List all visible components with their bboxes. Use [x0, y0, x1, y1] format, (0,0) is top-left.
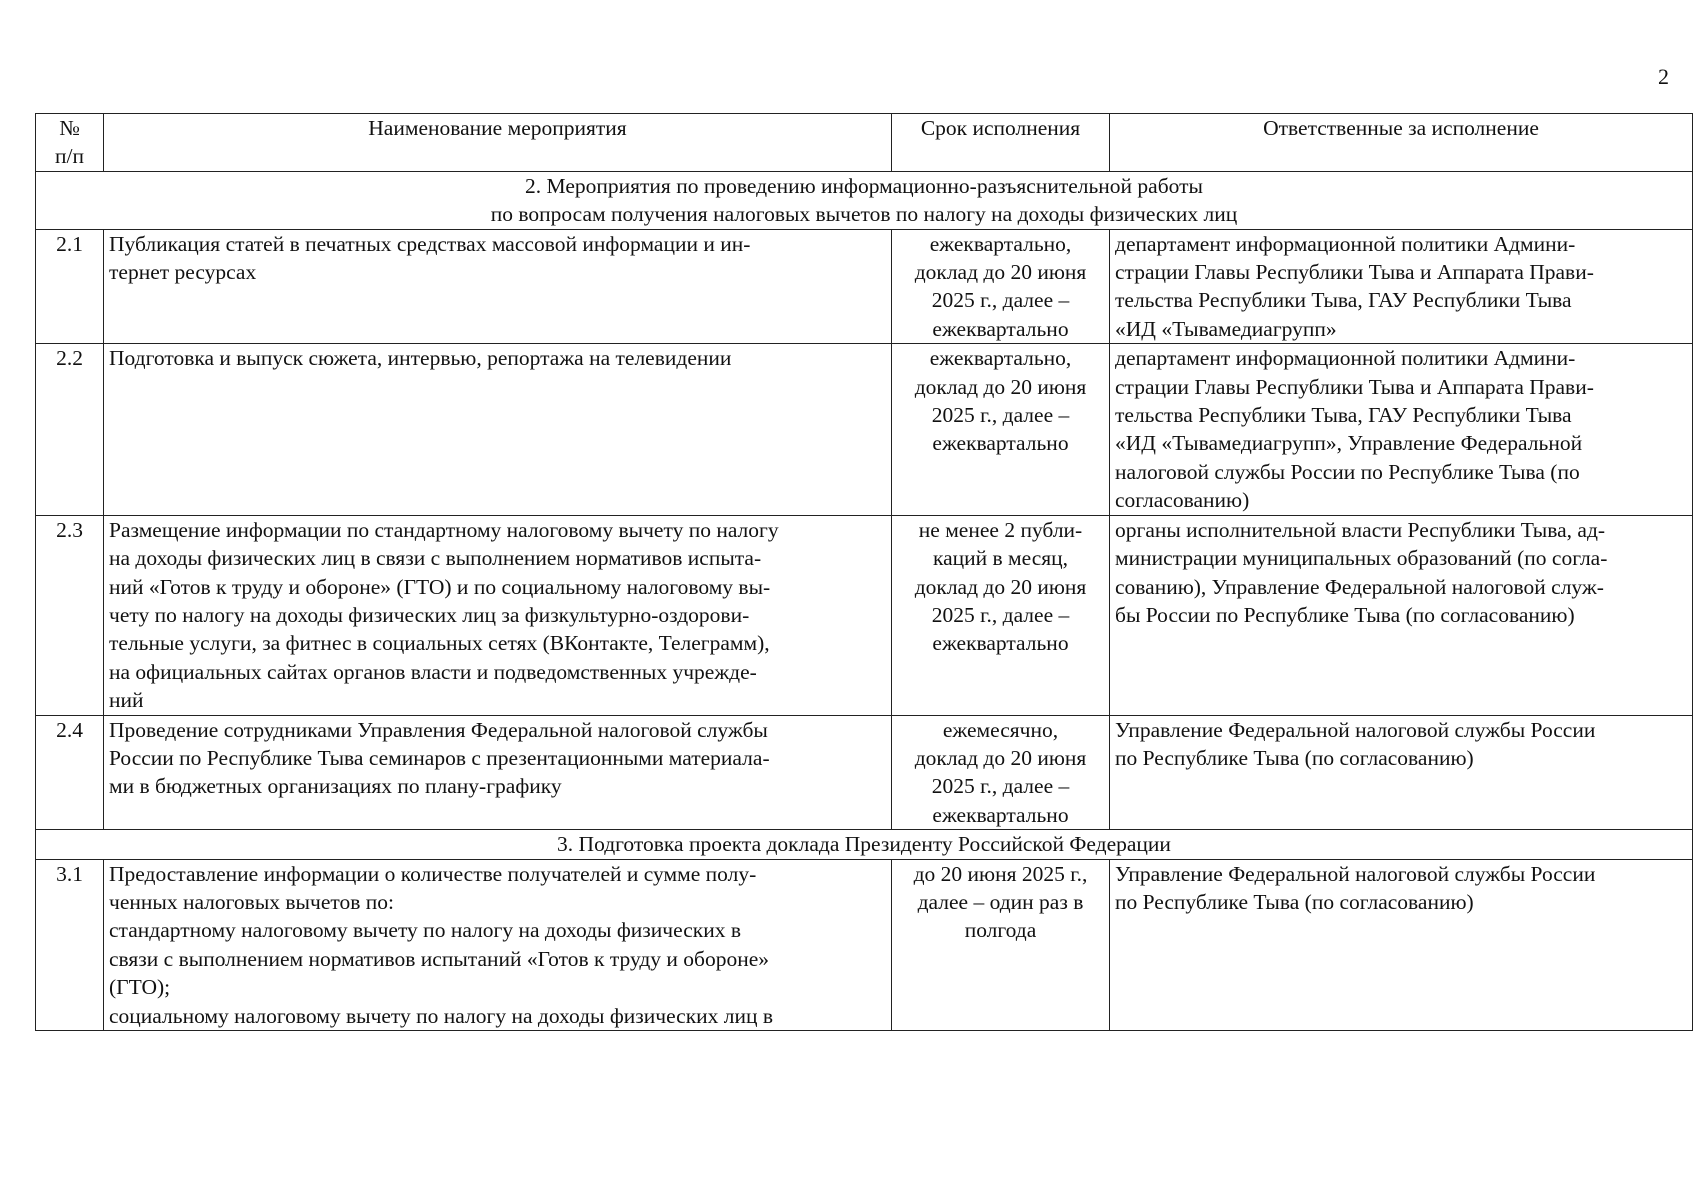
responsible-line: бы России по Республике Тыва (по согласованию): [1115, 602, 1575, 627]
responsible-cell: [1110, 715, 1693, 830]
activity-name-line: России по Республике Тыва семинаров с презентационными материала-: [109, 745, 770, 770]
header-number-line: №: [59, 116, 80, 140]
responsible-cell: [1110, 344, 1693, 515]
table-row: [36, 229, 1693, 344]
activity-name-line: Публикация статей в печатных средствах массовой информации и ин-: [109, 231, 751, 256]
responsible-line: «ИД «Тывамедиагрупп»: [1115, 316, 1337, 341]
responsible-line: министрации муниципальных образований (по согла-: [1115, 546, 1608, 571]
activity-name-line: ний: [109, 688, 144, 713]
deadline-cell: [892, 344, 1110, 515]
activity-name-line: (ГТО);: [109, 975, 171, 1000]
deadline-line: 2025 г., далее –: [931, 774, 1070, 799]
responsible-line: органы исполнительной власти Республики Тыва, ад-: [1115, 517, 1606, 542]
activity-name-line: тернет ресурсах: [109, 260, 257, 285]
responsible-line: по Республике Тыва (по согласованию): [1115, 889, 1474, 914]
responsible-line: по Республике Тыва (по согласованию): [1115, 745, 1474, 770]
deadline-line: ежеквартально: [932, 431, 1069, 456]
deadline-line: доклад до 20 июня: [914, 574, 1087, 599]
deadline-line: ежеквартально: [932, 316, 1069, 341]
header-number-line: п/п: [55, 144, 84, 169]
activity-name-line: стандартному налоговому вычету по налогу на доходы физических в: [109, 918, 741, 943]
activities-table: [35, 113, 1693, 1031]
header-responsible: Ответственные за исполнение: [1110, 114, 1693, 172]
row-number: 2.2: [36, 344, 104, 515]
table-row: [36, 859, 1693, 1030]
deadline-cell: [892, 515, 1110, 715]
section-title-line: 3. Подготовка проекта доклада Президенту Российской Федерации: [557, 832, 1171, 857]
header-deadline: Срок исполнения: [892, 114, 1110, 172]
activity-name-cell: [104, 515, 892, 715]
table-body: [36, 171, 1693, 1030]
deadline-line: каций в месяц,: [932, 546, 1069, 571]
responsible-line: согласованию): [1115, 488, 1250, 513]
deadline-line: доклад до 20 июня: [914, 260, 1087, 285]
activity-name-line: социальному налоговому вычету по налогу на доходы физических лиц в: [109, 1003, 774, 1028]
deadline-line: не менее 2 публи-: [918, 517, 1083, 542]
deadline-line: ежемесячно,: [942, 717, 1059, 742]
row-number: 3.1: [36, 859, 104, 1030]
activity-name-cell: [104, 715, 892, 830]
section-title: [36, 171, 1693, 229]
responsible-cell: [1110, 515, 1693, 715]
section-title-line: по вопросам получения налоговых вычетов по налогу на доходы физических лиц: [490, 202, 1238, 227]
table-row: [36, 715, 1693, 830]
deadline-line: доклад до 20 июня: [914, 374, 1087, 399]
activity-name-cell: [104, 344, 892, 515]
activity-name-line: ченных налоговых вычетов по:: [109, 889, 394, 914]
deadline-cell: [892, 229, 1110, 344]
responsible-line: Управление Федеральной налоговой службы России: [1115, 717, 1596, 742]
deadline-line: доклад до 20 июня: [914, 745, 1087, 770]
deadline-line: 2025 г., далее –: [931, 602, 1070, 627]
row-number: 2.1: [36, 229, 104, 344]
row-number: 2.3: [36, 515, 104, 715]
table-header-row: [36, 114, 1693, 172]
deadline-cell: [892, 859, 1110, 1030]
activity-name-line: на доходы физических лиц в связи с выполнением нормативов испыта-: [109, 546, 762, 571]
activity-name-line: связи с выполнением нормативов испытаний «Готов к труду и обороне»: [109, 946, 770, 971]
section-title-line: 2. Мероприятия по проведению информационно-разъяснительной работы: [525, 173, 1203, 198]
row-number: 2.4: [36, 715, 104, 830]
section-title-row: [36, 171, 1693, 229]
activity-name-line: тельные услуги, за фитнес в социальных сетях (ВКонтакте, Телеграмм),: [109, 631, 770, 656]
activity-name-line: Предоставление информации о количестве получателей и сумме полу-: [109, 861, 757, 886]
responsible-line: тельства Республики Тыва, ГАУ Республики Тыва: [1115, 403, 1572, 428]
activity-name-line: Подготовка и выпуск сюжета, интервью, репортажа на телевидении: [109, 346, 732, 371]
deadline-line: 2025 г., далее –: [931, 403, 1070, 428]
deadline-line: полгода: [964, 918, 1037, 943]
page-number: 2: [1658, 64, 1669, 89]
activity-name-cell: [104, 859, 892, 1030]
activity-name-line: ний «Готов к труду и обороне» (ГТО) и по социальному налоговому вы-: [109, 574, 771, 599]
header-activity-name: Наименование мероприятия: [104, 114, 892, 172]
deadline-line: ежеквартально: [932, 631, 1069, 656]
section-title-row: [36, 830, 1693, 859]
responsible-line: сованию), Управление Федеральной налоговой служ-: [1115, 574, 1604, 599]
activity-name-cell: [104, 229, 892, 344]
responsible-line: страции Главы Республики Тыва и Аппарата Прави-: [1115, 374, 1594, 399]
responsible-line: страции Главы Республики Тыва и Аппарата Прави-: [1115, 260, 1594, 285]
deadline-cell: [892, 715, 1110, 830]
table-row: [36, 515, 1693, 715]
deadline-line: ежеквартально,: [929, 346, 1072, 371]
deadline-line: ежеквартально: [932, 802, 1069, 827]
activity-name-line: на официальных сайтах органов власти и подведомственных учрежде-: [109, 659, 757, 684]
activity-name-line: ми в бюджетных организациях по плану-графику: [109, 774, 562, 799]
responsible-line: департамент информационной политики Админи-: [1115, 346, 1576, 371]
deadline-line: до 20 июня 2025 г.,: [913, 861, 1088, 886]
table-row: [36, 344, 1693, 515]
responsible-cell: [1110, 859, 1693, 1030]
deadline-line: далее – один раз в: [917, 889, 1084, 914]
responsible-line: налоговой службы России по Республике Тыва (по: [1115, 459, 1580, 484]
activity-name-line: чету по налогу на доходы физических лиц за физкультурно-оздорови-: [109, 602, 750, 627]
section-title: [36, 830, 1693, 859]
responsible-cell: [1110, 229, 1693, 344]
deadline-line: ежеквартально,: [929, 231, 1072, 256]
activity-name-line: Размещение информации по стандартному налоговому вычету по налогу: [109, 517, 779, 542]
responsible-line: департамент информационной политики Админи-: [1115, 231, 1576, 256]
deadline-line: 2025 г., далее –: [931, 288, 1070, 313]
responsible-line: Управление Федеральной налоговой службы России: [1115, 861, 1596, 886]
activity-name-line: Проведение сотрудниками Управления Федеральной налоговой службы: [109, 717, 768, 742]
responsible-line: тельства Республики Тыва, ГАУ Республики Тыва: [1115, 288, 1572, 313]
header-number: [36, 114, 104, 172]
responsible-line: «ИД «Тывамедиагрупп», Управление Федеральной: [1115, 431, 1583, 456]
